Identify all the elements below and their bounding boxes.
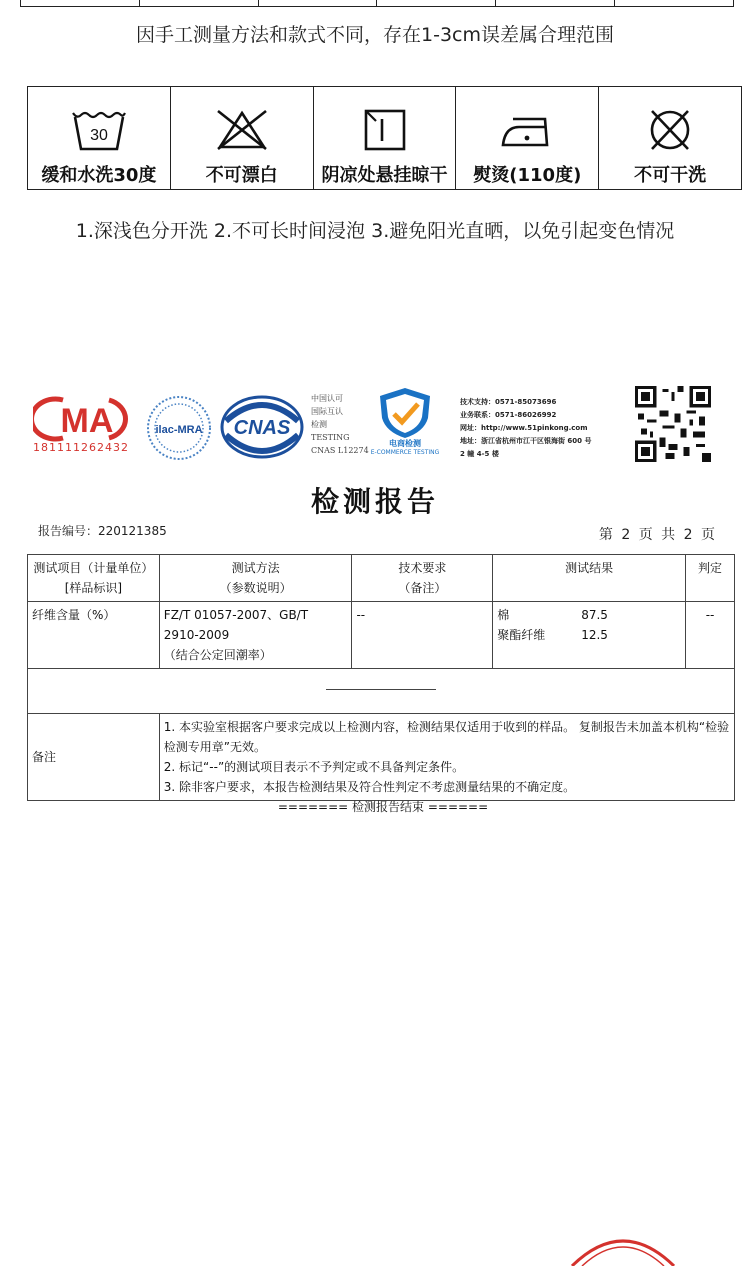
report-number: 报告编号：220121385 xyxy=(38,524,167,538)
red-stamp-seal xyxy=(568,1226,678,1266)
cnas-caption: 中国认可 国际互认 检测 TESTING CNAS L12274 xyxy=(311,394,369,455)
wash-temp-label: 30 xyxy=(89,127,108,144)
report-end: ======= 检测报告结束 ====== xyxy=(277,800,489,814)
contact-business: 业务联系：0571-86026992 xyxy=(460,411,557,419)
row-method: FZ/T 01057-2007、GB/T 2910-2009 （结合公定回潮率） xyxy=(159,602,352,669)
cnas-logo xyxy=(220,395,304,459)
no-dry-clean-icon xyxy=(640,105,700,155)
care-cell-dry xyxy=(314,87,457,189)
care-symbol-table xyxy=(27,86,742,190)
table-row xyxy=(28,602,735,669)
table-header-row xyxy=(28,555,735,602)
remarks-row xyxy=(28,714,735,801)
contact-tech: 技术支持：0571-85073696 xyxy=(460,398,557,406)
iron-icon xyxy=(497,105,557,155)
remark-1: 1. 本实验室根据客户要求完成以上检测内容，检测结果仅适用于收到的样品。 复制报告未加盖本机构“检验检测专用章”无效。 xyxy=(163,720,730,754)
ecommerce-label: 电商检测 xyxy=(389,439,421,448)
contact-info xyxy=(460,396,592,461)
remarks-list xyxy=(159,714,734,801)
care-label-dryclean: 不可干洗 xyxy=(634,165,707,186)
remark-2: 2. 标记“--”的测试项目表示不予判定或不具备判定条件。 xyxy=(163,760,465,774)
result-polyester: 聚酯纤维 12.5 xyxy=(497,628,608,642)
blank-divider xyxy=(326,689,436,690)
cnas-text: CNAS xyxy=(233,417,291,439)
row-verdict: -- xyxy=(686,602,735,669)
ilac-text: ilac-MRA xyxy=(155,424,203,436)
care-cell-bleach xyxy=(171,87,314,189)
line-dry-shade-icon xyxy=(354,105,414,155)
care-label-dry: 阴凉处悬挂晾干 xyxy=(321,165,448,186)
header-result: 测试结果 xyxy=(493,555,686,602)
row-item: 纤维含量（%） xyxy=(28,602,160,669)
ilac-mra-logo xyxy=(146,395,212,461)
row-requirement: -- xyxy=(352,602,493,669)
cma-text: MA xyxy=(60,402,114,440)
care-cell-iron xyxy=(456,87,599,189)
remark-3: 3. 除非客户要求，本报告检测结果及符合性判定不考虑测量结果的不确定度。 xyxy=(163,780,576,794)
header-method: 测试方法 （参数说明） xyxy=(159,555,352,602)
care-tips: 1.深浅色分开洗 2.不可长时间浸泡 3.避免阳光直晒，以免引起变色情况 xyxy=(75,220,675,242)
remarks-label: 备注 xyxy=(28,714,160,801)
care-label-bleach: 不可漂白 xyxy=(205,165,278,186)
header-requirement: 技术要求 （备注） xyxy=(352,555,493,602)
care-label-wash: 缓和水洗30度 xyxy=(41,165,157,186)
header-item: 测试项目（计量单位） [样品标识] xyxy=(28,555,160,602)
care-cell-wash xyxy=(28,87,171,189)
measurement-note: 因手工测量方法和款式不同，存在1-3cm误差属合理范围 xyxy=(136,24,614,46)
cma-phone: 181111262432 xyxy=(33,441,129,454)
no-bleach-icon xyxy=(212,105,272,155)
blank-row xyxy=(28,669,735,714)
wash-30-icon xyxy=(69,105,129,155)
header-verdict: 判定 xyxy=(686,555,735,602)
care-cell-dryclean xyxy=(599,87,741,189)
result-cotton: 棉 87.5 xyxy=(497,608,608,622)
page-number: 第 2 页 共 2 页 xyxy=(598,527,717,543)
report-table xyxy=(27,554,735,801)
contact-address: 地址：浙江省杭州市江干区银海街 600 号 xyxy=(460,437,592,445)
qr-code xyxy=(635,386,711,462)
care-label-iron: 熨烫(110度) xyxy=(473,165,582,186)
row-result xyxy=(493,602,686,669)
contact-website: 网址：http://www.51pinkong.com xyxy=(460,424,588,432)
contact-address-2: 2 幢 4-5 楼 xyxy=(460,450,499,458)
previous-table-bottom xyxy=(20,0,734,7)
ecommerce-sublabel: E-COMMERCE TESTING xyxy=(370,449,440,456)
report-title: 检测报告 xyxy=(310,485,439,518)
